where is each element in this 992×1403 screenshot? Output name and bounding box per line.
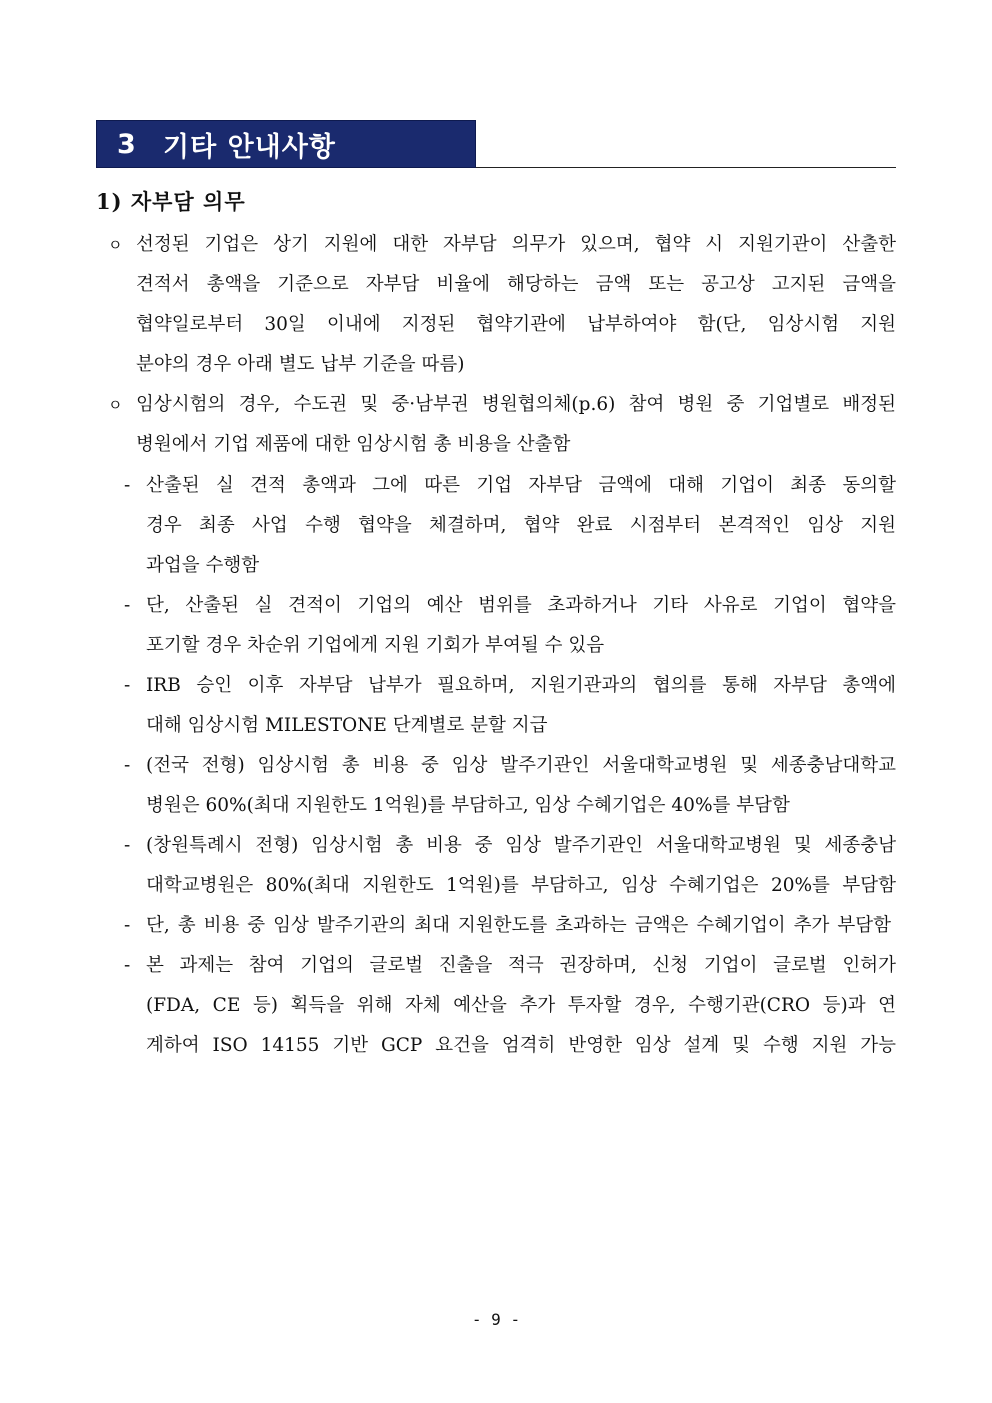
bullet-marker: ㅇ	[108, 236, 123, 254]
dash-marker: -	[124, 595, 131, 616]
paragraph-line: (FDA, CE 등) 획득을 위해 자체 예산을 추가 투자할 경우, 수행기관(CRO 등)과 연	[146, 995, 896, 1016]
paragraph-line: 견적서 총액을 기준으로 자부담 비율에 해당하는 금액 또는 공고상 고지된 금액을	[136, 274, 896, 295]
section-header	[96, 120, 896, 170]
paragraph-line: 대학교병원은 80%(최대 지원한도 1억원)를 부담하고, 임상 수혜기업은 20%를 부담함	[146, 875, 896, 896]
paragraph-line: 병원에서 기업 제품에 대한 임상시험 총 비용을 산출함	[136, 434, 571, 455]
dash-marker: -	[124, 915, 131, 936]
paragraph-line: (창원특례시 전형) 임상시험 총 비용 중 임상 발주기관인 서울대학교병원 및 세종충남	[146, 835, 896, 856]
dash-marker: -	[124, 755, 131, 776]
paragraph-line: 단, 산출된 실 견적이 기업의 예산 범위를 초과하거나 기타 사유로 기업이 협약을	[146, 595, 896, 616]
section-number: 3	[117, 128, 137, 160]
paragraph-line: 대해 임상시험 MILESTONE 단계별로 분할 지급	[146, 715, 548, 736]
paragraph-line: 포기할 경우 차순위 기업에게 지원 기회가 부여될 수 있음	[146, 635, 605, 656]
paragraph-line: 경우 최종 사업 수행 협약을 체결하며, 협약 완료 시점부터 본격적인 임상 지원	[146, 515, 896, 536]
dash-marker: -	[124, 835, 131, 856]
dash-marker: -	[124, 955, 131, 976]
paragraph-line: 협약일로부터 30일 이내에 지정된 협약기관에 납부하여야 함(단, 임상시험 지원	[136, 314, 896, 335]
section-title: 기타 안내사항	[163, 131, 336, 163]
paragraph-line: 병원은 60%(최대 지원한도 1억원)를 부담하고, 임상 수혜기업은 40%를 부담함	[146, 795, 790, 816]
paragraph-line: 본 과제는 참여 기업의 글로벌 진출을 적극 권장하며, 신청 기업이 글로벌 인허가	[146, 955, 896, 976]
paragraph-line: 선정된 기업은 상기 지원에 대한 자부담 의무가 있으며, 협약 시 지원기관이 산출한	[136, 234, 896, 255]
page-number: - 9 -	[471, 1310, 521, 1329]
paragraph-line: 분야의 경우 아래 별도 납부 기준을 따름)	[136, 354, 465, 375]
paragraph-line: 단, 총 비용 중 임상 발주기관의 최대 지원한도를 초과하는 금액은 수혜기업이 추가 부담함	[146, 915, 891, 936]
paragraph-line: 과업을 수행함	[146, 555, 260, 576]
paragraph-line: 계하여 ISO 14155 기반 GCP 요건을 엄격히 반영한 임상 설계 및 수행 지원 가능	[146, 1035, 896, 1056]
bullet-marker: ㅇ	[108, 396, 123, 414]
paragraph-line: IRB 승인 이후 자부담 납부가 필요하며, 지원기관과의 협의를 통해 자부담 총액에	[146, 675, 896, 696]
section-divider	[476, 167, 896, 168]
subheading: 1) 자부담 의무	[96, 189, 246, 214]
dash-marker: -	[124, 475, 131, 496]
paragraph-line: (전국 전형) 임상시험 총 비용 중 임상 발주기관인 서울대학교병원 및 세종충남대학교	[146, 755, 896, 776]
section-title-box	[96, 120, 476, 168]
dash-marker: -	[124, 675, 131, 696]
paragraph-line: 산출된 실 견적 총액과 그에 따른 기업 자부담 금액에 대해 기업이 최종 동의할	[146, 475, 896, 496]
paragraph-line: 임상시험의 경우, 수도권 및 중·남부권 병원협의체(p.6) 참여 병원 중 기업별로 배정된	[136, 394, 896, 415]
